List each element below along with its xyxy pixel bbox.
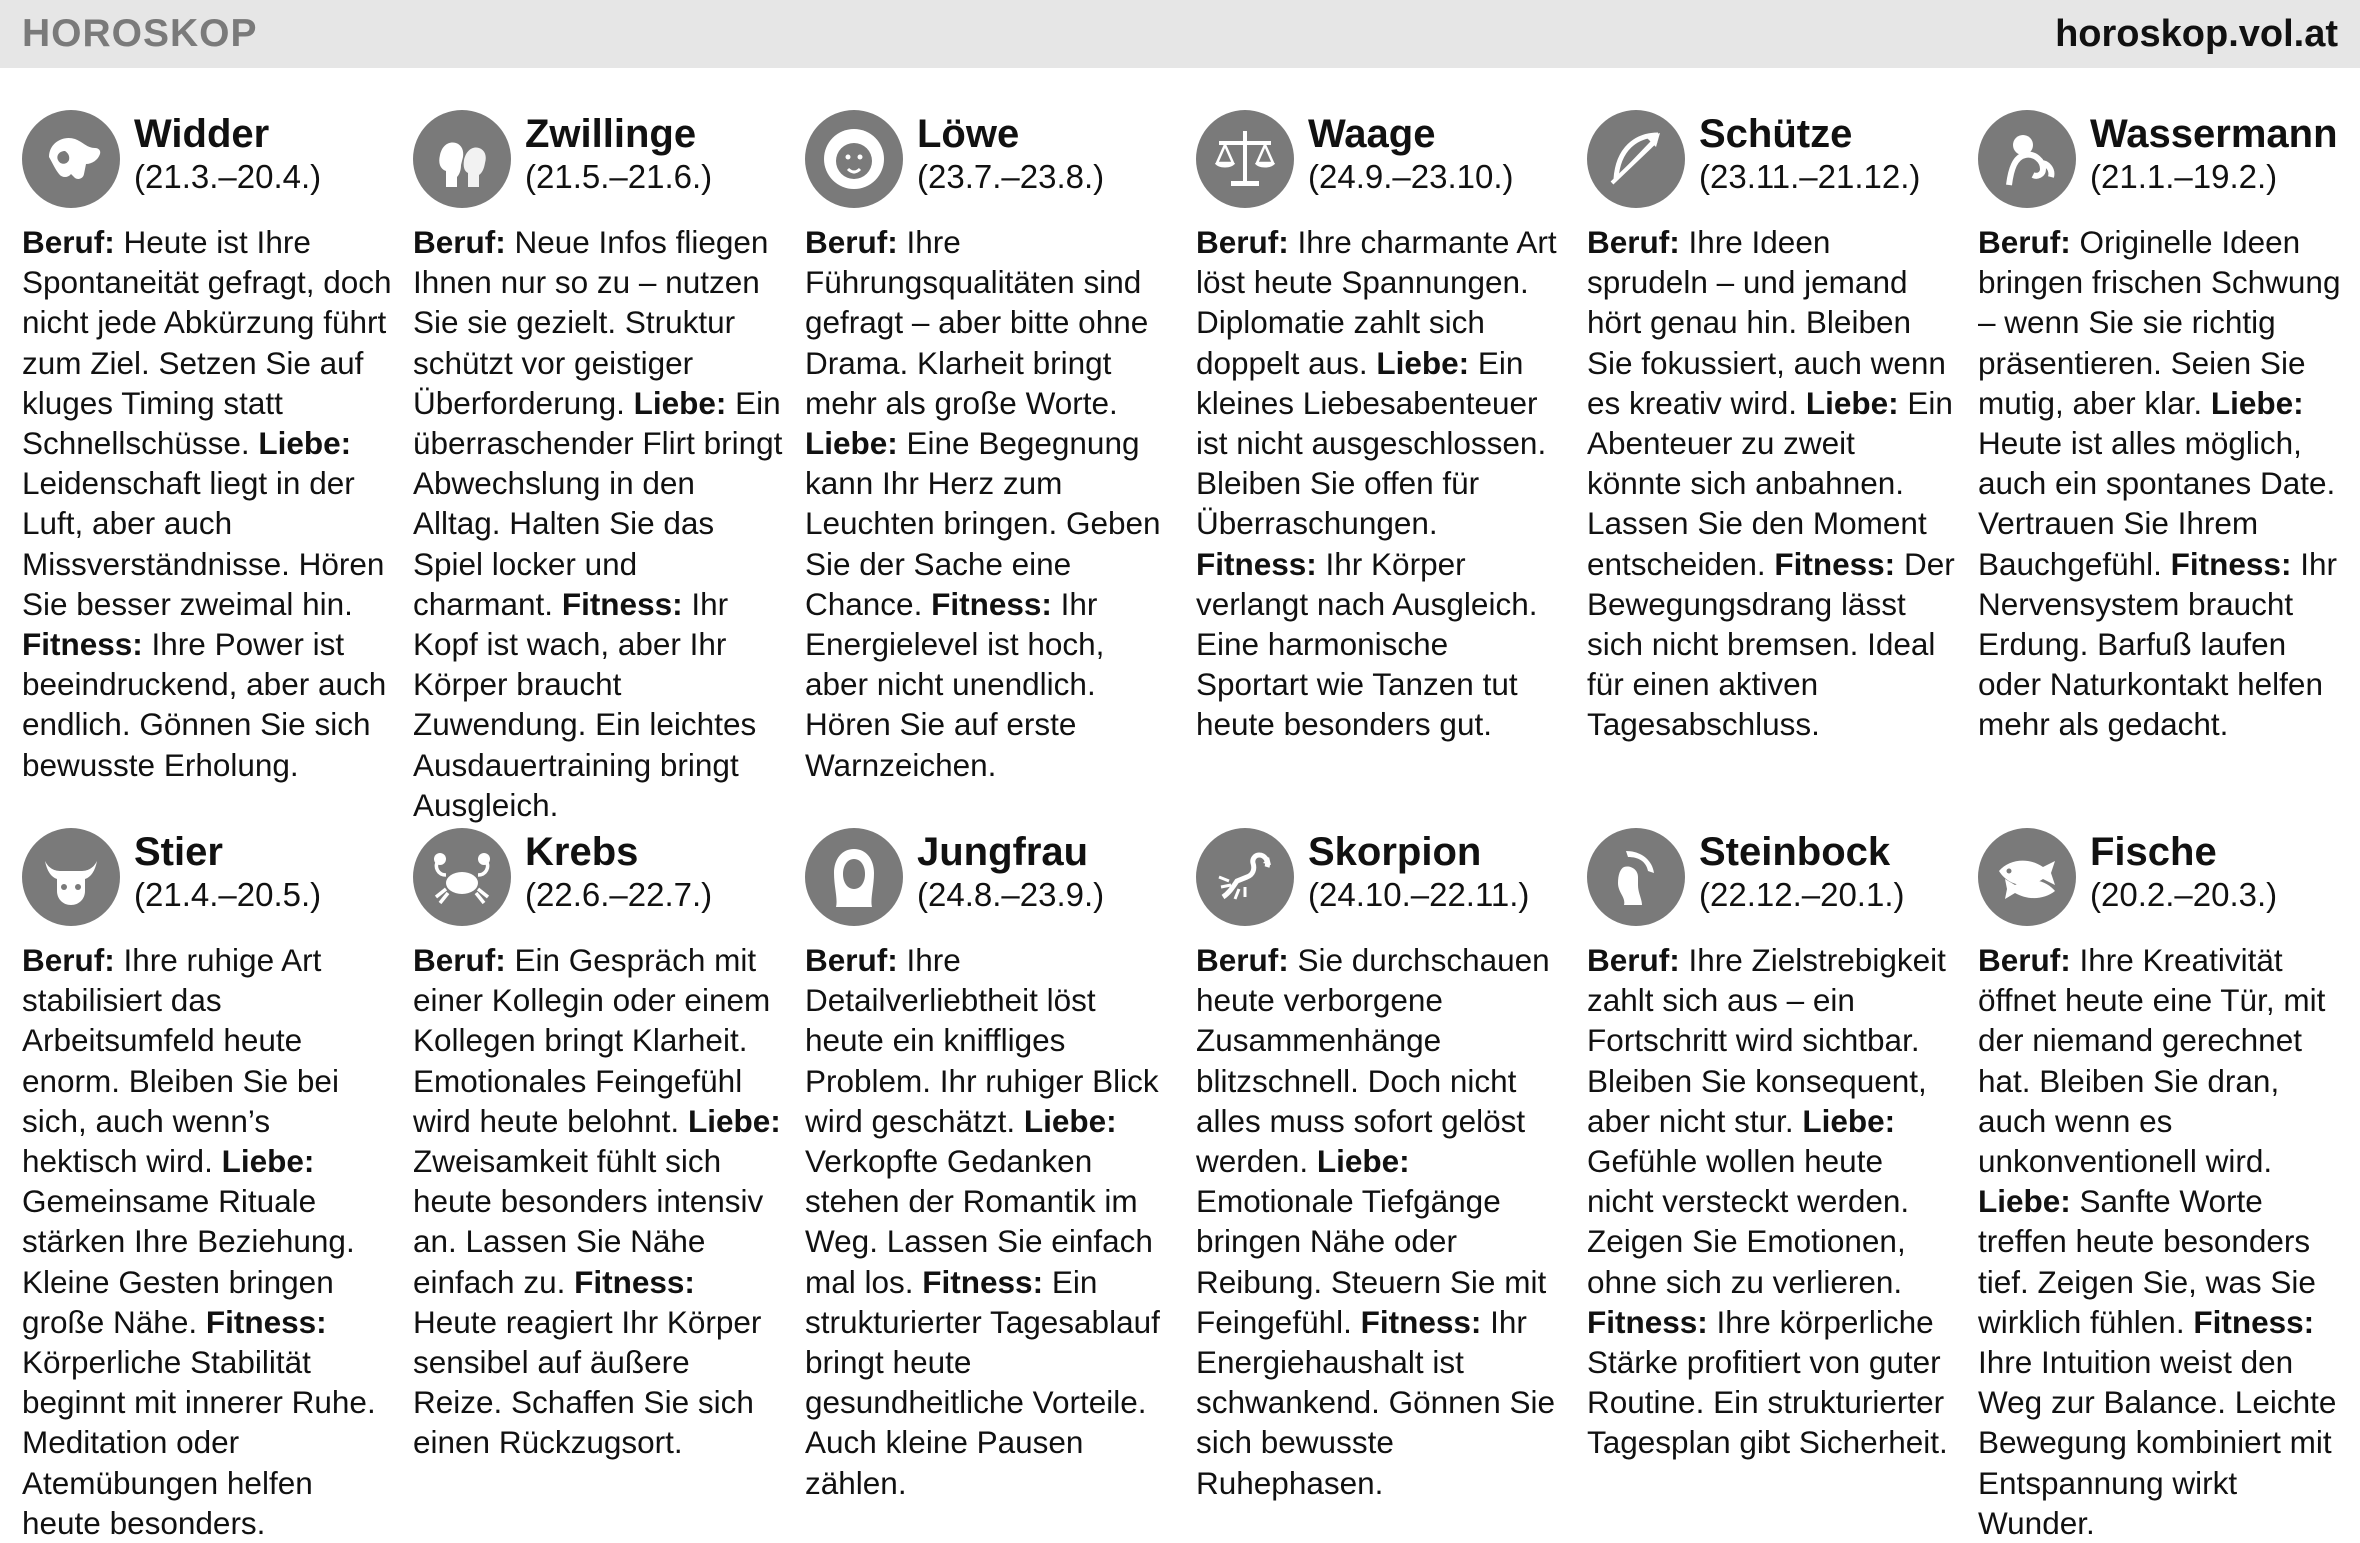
sign-card-krebs [413,828,783,1463]
sign-title-block [917,110,1104,198]
sign-forecast [805,940,1175,1503]
forecast-category-label: Fitness: [2193,1303,2315,1340]
forecast-category-label: Fitness: [561,585,683,622]
sign-card-fische [1978,828,2348,1543]
forecast-text: Ihre charmante Art löst heute Spannungen. Diplomatie zahlt sich doppelt aus. [1196,224,1557,381]
forecast-text: Ihre Detailverliebtheit löst heute ein kniffliges Problem. Ihr ruhiger Blick wird geschätzt. [805,942,1159,1139]
forecast-category-label: Liebe: [1316,1143,1410,1180]
scales-icon [1196,110,1294,208]
sign-dates: (24.9.–23.10.) [1308,158,1514,195]
sign-dates: (21.4.–20.5.) [134,876,322,913]
forecast-text: Ihr Nervensystem braucht Erdung. Barfuß laufen oder Naturkontakt helfen mehr als gedacht. [1978,545,2337,743]
sign-title-block [1699,110,1920,198]
forecast-category-label: Liebe: [2210,384,2304,421]
sign-card-jungfrau [805,828,1175,1503]
ibex-icon [1587,828,1685,926]
forecast-text: Gemeinsame Rituale stärken Ihre Beziehung. Kleine Gesten bringen große Nähe. [22,1183,355,1340]
sign-card-steinbock [1587,828,1957,1463]
forecast-text: Ihre Kreativität öffnet heute eine Tür, mit der niemand gerechnet hat. Bleiben Sie dran, auch wenn es unkonventionell wird. [1978,942,2326,1180]
forecast-text: Gefühle wollen heute nicht versteckt werden. Zeigen Sie Emotionen, ohne sich zu verlieren. [1587,1143,1910,1300]
fish-icon [1978,828,2076,926]
forecast-category-label: Fitness: [574,1263,695,1300]
forecast-category-label: Liebe: [687,1102,781,1139]
sign-forecast [1978,940,2348,1543]
forecast-category-label: Fitness: [1774,545,1896,582]
sign-card-widder [22,110,392,785]
sign-forecast [1196,222,1566,745]
sign-title-block [2090,110,2338,198]
scorpion-icon [1196,828,1294,926]
sign-title-block [917,828,1104,916]
forecast-text: Ihre Power ist beeindruckend, aber auch endlich. Gönnen Sie sich bewusste Erholung. [22,626,387,783]
forecast-text: Sanfte Worte treffen heute besonders tief. Zeigen Sie, was Sie wirklich fühlen. [1978,1183,2316,1340]
sign-name: Skorpion [1308,830,1482,874]
forecast-text: Ihr Körper verlangt nach Ausgleich. Eine harmonische Sportart wie Tanzen tut heute besonders gut. [1196,545,1538,743]
lion-icon [805,110,903,208]
sign-title-block [1308,110,1513,198]
archer-icon [1587,110,1685,208]
sign-dates: (24.8.–23.9.) [917,876,1105,913]
forecast-category-label: Liebe: [1805,384,1899,421]
sign-header [1587,110,1957,214]
sign-title-block [134,110,321,198]
forecast-text: Neue Infos fliegen Ihnen nur so zu – nutzen Sie sie gezielt. Struktur schützt vor geistiger Überforderung. [413,224,769,421]
forecast-text: Ihre Ideen sprudeln – und jemand hört genau hin. Bleiben Sie fokussiert, auch wenn es kreativ wird. [1587,224,1946,421]
sign-card-loewe [805,110,1175,785]
forecast-text: Körperliche Stabilität beginnt mit innerer Ruhe. Meditation oder Atemübungen helfen heute besonders. [22,1344,376,1541]
forecast-category-label: Beruf: [22,224,115,260]
sign-dates: (22.12.–20.1.) [1699,876,1905,913]
sign-name: Widder [134,112,270,156]
sign-forecast [22,940,392,1543]
forecast-text: Ein Gespräch mit einer Kollegin oder einem Kollegen bringt Klarheit. Emotionales Feingefühl wird heute belohnt. [413,942,771,1139]
twins-icon [413,110,511,208]
sign-dates: (21.1.–19.2.) [2090,158,2278,195]
sign-forecast [1978,222,2348,745]
sign-title-block [134,828,321,916]
sign-header [1196,110,1566,214]
sign-card-waage [1196,110,1566,745]
sign-forecast [22,222,392,785]
sign-dates: (24.10.–22.11.) [1308,876,1530,913]
forecast-category-label: Fitness: [1587,1303,1708,1340]
sign-header [1978,110,2348,214]
forecast-text: Verkopfte Gedanken stehen der Romantik im Weg. Lassen Sie einfach mal los. [805,1143,1153,1300]
forecast-text: Originelle Ideen bringen frischen Schwung – wenn Sie sie richtig präsentieren. Seien Sie mutig, aber klar. [1978,224,2341,421]
sign-name: Fische [2090,830,2217,874]
sign-dates: (23.11.–21.12.) [1699,158,1921,195]
sign-name: Wassermann [2090,112,2338,156]
sign-name: Stier [134,830,223,874]
sign-forecast [413,940,783,1463]
forecast-text: Ihr Energielevel ist hoch, aber nicht unendlich. Hören Sie auf erste Warnzeichen. [805,585,1105,783]
forecast-category-label: Fitness: [1360,1303,1482,1340]
sign-header [805,110,1175,214]
forecast-category-label: Liebe: [633,384,727,421]
sign-dates: (22.6.–22.7.) [525,876,713,913]
forecast-category-label: Fitness: [2170,545,2292,582]
sign-title-block [1308,828,1529,916]
sign-name: Löwe [917,112,1020,156]
forecast-text: Der Bewegungsdrang lässt sich nicht bremsen. Ideal für einen aktiven Tagesabschluss. [1587,545,1955,743]
sign-dates: (21.5.–21.6.) [525,158,713,195]
forecast-category-label: Liebe: [258,425,352,462]
sign-header [413,110,783,214]
forecast-text: Ihre ruhige Art stabilisiert das Arbeitsumfeld heute enorm. Bleiben Sie bei sich, auch wenn’s hektisch wird. [22,942,339,1180]
sign-name: Schütze [1699,112,1853,156]
bull-icon [22,828,120,926]
sign-title-block [525,828,712,916]
sign-card-wassermann [1978,110,2348,745]
sign-card-zwillinge [413,110,783,825]
sign-name: Jungfrau [917,830,1089,874]
forecast-category-label: Fitness: [1196,545,1317,582]
sign-title-block [525,110,712,198]
sign-forecast [1196,940,1566,1503]
horoscope-header [0,0,2360,68]
forecast-text: Ein kleines Liebesabenteuer ist nicht ausgeschlossen. Bleiben Sie offen für Überraschungen. [1196,344,1547,542]
forecast-category-label: Liebe: [805,425,898,462]
forecast-text: Sie durchschauen heute verborgene Zusammenhänge blitzschnell. Doch nicht alles muss sofort gelöst werden. [1196,942,1550,1180]
sign-card-stier [22,828,392,1543]
forecast-category-label: Beruf: [1978,942,2071,978]
forecast-category-label: Beruf: [22,942,115,978]
forecast-text: Ein strukturierter Tagesablauf bringt heute gesundheitliche Vorteile. Auch kleine Pausen zählen. [805,1263,1160,1501]
forecast-category-label: Beruf: [1978,224,2071,260]
sign-title-block [2090,828,2277,916]
forecast-category-label: Fitness: [22,626,143,663]
forecast-category-label: Fitness: [931,585,1052,622]
sign-dates: (21.3.–20.4.) [134,158,322,195]
sign-forecast [805,222,1175,785]
forecast-text: Heute ist Ihre Spontaneität gefragt, doch nicht jede Abkürzung führt zum Ziel. Setzen Sie auf kluges Timing statt Schnellschüsse. [22,224,392,462]
forecast-category-label: Beruf: [1587,224,1680,260]
crab-icon [413,828,511,926]
sign-header [22,110,392,214]
sign-name: Zwillinge [525,112,697,156]
ram-icon [22,110,120,208]
forecast-text: Heute ist alles möglich, auch ein spontanes Date. Vertrauen Sie Ihrem Bauchgefühl. [1978,425,2336,582]
forecast-text: Ihre Zielstrebigkeit zahlt sich aus – ein Fortschritt wird sichtbar. Bleiben Sie konsequent, aber nicht stur. [1587,942,1946,1139]
forecast-text: Ihre Intuition weist den Weg zur Balance. Leichte Bewegung kombiniert mit Entspannung wirkt Wunder. [1978,1344,2337,1541]
forecast-text: Ihre körperliche Stärke profitiert von guter Routine. Ein strukturierter Tagesplan gibt Sicherheit. [1587,1303,1948,1461]
forecast-category-label: Fitness: [205,1303,327,1340]
forecast-category-label: Beruf: [413,942,506,978]
forecast-category-label: Beruf: [413,224,506,260]
sign-forecast [1587,940,1957,1463]
forecast-text: Eine Begegnung kann Ihr Herz zum Leuchten bringen. Geben Sie der Sache eine Chance. [805,425,1161,622]
sign-header [413,828,783,932]
forecast-category-label: Beruf: [1196,942,1289,978]
site-url[interactable]: horoskop.vol.at [2055,12,2338,55]
sign-forecast [413,222,783,825]
forecast-category-label: Beruf: [805,224,898,260]
section-title: HOROSKOP [22,12,258,55]
sign-name: Krebs [525,830,639,874]
sign-dates: (20.2.–20.3.) [2090,876,2278,913]
forecast-category-label: Liebe: [1376,344,1470,381]
sign-header [805,828,1175,932]
forecast-category-label: Beruf: [1587,942,1680,978]
forecast-text: Leidenschaft liegt in der Luft, aber auch Missverständnisse. Hören Sie besser zweimal hin. [22,465,385,622]
sign-header [22,828,392,932]
sign-header [1587,828,1957,932]
sign-title-block [1699,828,1904,916]
forecast-category-label: Liebe: [221,1143,315,1180]
sign-header [1978,828,2348,932]
forecast-category-label: Fitness: [922,1263,1044,1300]
forecast-text: Zweisamkeit fühlt sich heute besonders intensiv an. Lassen Sie Nähe einfach zu. [413,1143,764,1300]
forecast-category-label: Liebe: [1023,1102,1117,1139]
forecast-text: Ihr Kopf ist wach, aber Ihr Körper braucht Zuwendung. Ein leichtes Ausdauertraining bringt Ausgleich. [413,585,757,823]
forecast-text: Ihr Energiehaushalt ist schwankend. Gönnen Sie sich bewusste Ruhephasen. [1196,1303,1555,1501]
sign-card-schuetze [1587,110,1957,745]
forecast-category-label: Beruf: [1196,224,1289,260]
forecast-text: Ein Abenteuer zu zweit könnte sich anbahnen. Lassen Sie den Moment entscheiden. [1587,384,1953,582]
forecast-text: Ein überraschender Flirt bringt Abwechslung in den Alltag. Halten Sie das Spiel locker und charmant. [413,384,783,622]
sign-name: Steinbock [1699,830,1891,874]
sign-header [1196,828,1566,932]
forecast-category-label: Liebe: [1802,1102,1896,1139]
forecast-text: Ihre Führungsqualitäten sind gefragt – aber bitte ohne Drama. Klarheit bringt mehr als große Worte. [805,224,1149,421]
forecast-category-label: Liebe: [1978,1183,2071,1220]
forecast-text: Emotionale Tiefgänge bringen Nähe oder Reibung. Steuern Sie mit Feingefühl. [1196,1183,1547,1340]
sign-dates: (23.7.–23.8.) [917,158,1105,195]
forecast-text: Heute reagiert Ihr Körper sensibel auf äußere Reize. Schaffen Sie sich einen Rückzugsort. [413,1303,762,1461]
sign-forecast [1587,222,1957,745]
sign-name: Waage [1308,112,1436,156]
sign-card-skorpion [1196,828,1566,1503]
water-bearer-icon [1978,110,2076,208]
virgin-icon [805,828,903,926]
forecast-category-label: Beruf: [805,942,898,978]
